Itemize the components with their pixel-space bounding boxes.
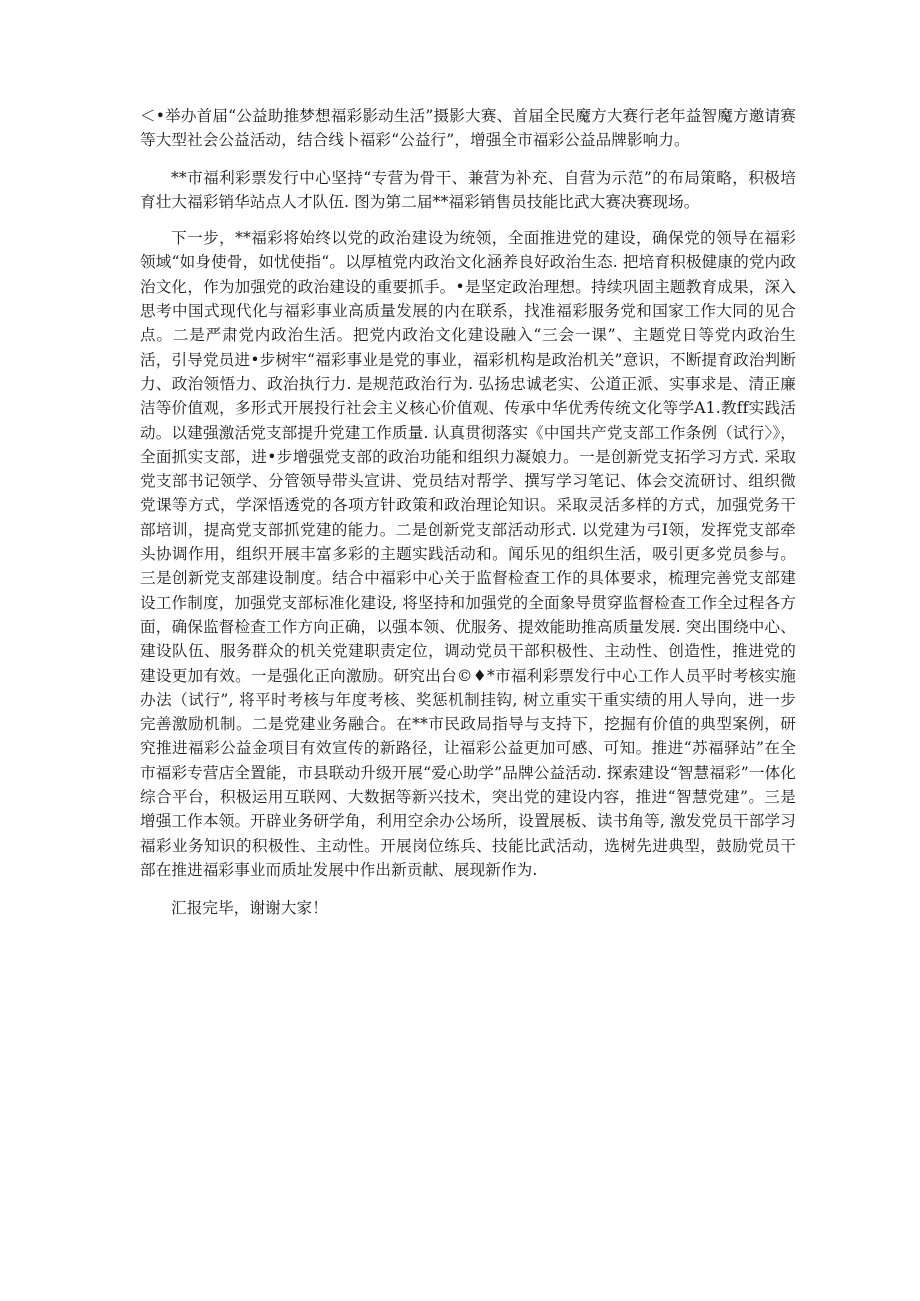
document-body <box>140 104 796 921</box>
paragraph-closing: 汇报完毕，谢谢大家！ <box>171 899 328 918</box>
paragraph-next-steps: 下一步，**福彩将始终以党的政治建设为统领，全面推进党的建设，确保党的领导在福彩领域“如身使骨，如忧使指“。以厚植党内政治文化涵养良好政治生态. 把培育积极健康的党内政治文化，作为加强党的政治建设的重要抓手。•是坚定政治理想。持续巩固主题教育成果，深入思考中国式现代化与福彩事业高质量发展的内在联系，找准福彩服务党和国家工作大同的见合点。二是严肃党内政治生活。把党内政治文化建设融入“三会一课”、主题党日等党内政治生活，引导党员进•步树牢“福彩事业是党的事业，福彩机构是政治机关”意识，不断提育政治判断力、政治领悟力、政治执行力. 是规范政治行为. 弘扬忠诚老实、公道正派、实事求是、清正廉洁等价值观，多形式开展投行社会主义核心价值观、传承中华优秀传统文化等学A1.教ff实践活动。以建强激活党支部提升党建工作质量. 认真贯彻落实《中国共产党支部工作条例（试行〉》，全面抓实支部，进•步增强党支部的政治功能和组织力凝娘力。一是创新党支拓学习方式. 采取党支部书记领学、分管领导带头宣讲、党员结对帮学、撰写学习笔记、体会交流研讨、组织微党课等方式，学深悟透党的各项方针政策和政治理论知识。采取灵活多样的方式，加强党务干部培训，提高党支部抓党建的能力。二是创新党支部活动形式. 以党建为弓I领，发挥党支部牵头协调作用，组织开展丰富多彩的主题实践活动和。闻乐见的组织生活，吸引更多党员参与。三是创新党支部建设制度。结合中福彩中心关于监督检查工作的具体要求，梳理完善党支部建设工作制度，加强党支部标准化建设, 将坚持和加强党的全面象导贯穿监督检查工作全过程各方面，确保监督检查工作方向正确，以强本领、优服务、提效能助推高质量发展. 突出围绕中心、建设队伍、服务群众的机关党建职责定位，调动党员干部积极性、主动性、创造性，推进党的建设更加有效。一是强化正向激励。研究出台©♦*市福利彩票发行中心工作人员平时考核实施办法（试行”, 将平时考核与年度考核、奖惩机制挂钩, 树立重实干重实绩的用人导向，进一步完善激励机制。二是党建业务融合。在**市民政局指导与支持下，挖掘有价值的典型案例，研究推进福彩公益金项目有效宣传的新路径，让福彩公益更加可感、可知。推进“苏福驿站”在全市福彩专营店全置能，市县联动升级开展“爱心助学”品牌公益活动. 探索建设“智慧福彩”一体化综合平台，积极运用互联网、大数据等新兴技术，突出党的建设内容，推进“智慧党建”。三是增强工作本领。开辟业务研学角，利用空余办公场所，设置展板、读书角等, 激发党员干部学习福彩业务知识的积极性、主动性。开展岗位练兵、技能比武活动，选树先进典型，鼓励党员干部在推进福彩事业而质址发展中作出新贡献、展现新作为. <box>140 229 796 879</box>
paragraph-photo-caption: **市福利彩票发行中心坚持“专营为骨干、兼营为补充、自营为示范”的布局策略，积极培育壮大福彩销华站点人才队伍. 图为第二届**福彩销售员技能比武大赛决赛现场。 <box>140 168 796 211</box>
paragraph-lottery-events: ＜•举办首届“公益助推梦想福彩影动生活”摄影大赛、首届全民魔方大赛行老年益智魔方邀请赛等大型社会公益活动，结合线卜福彩“公益行”，增强全市福彩公益品牌影响力。 <box>140 107 796 150</box>
